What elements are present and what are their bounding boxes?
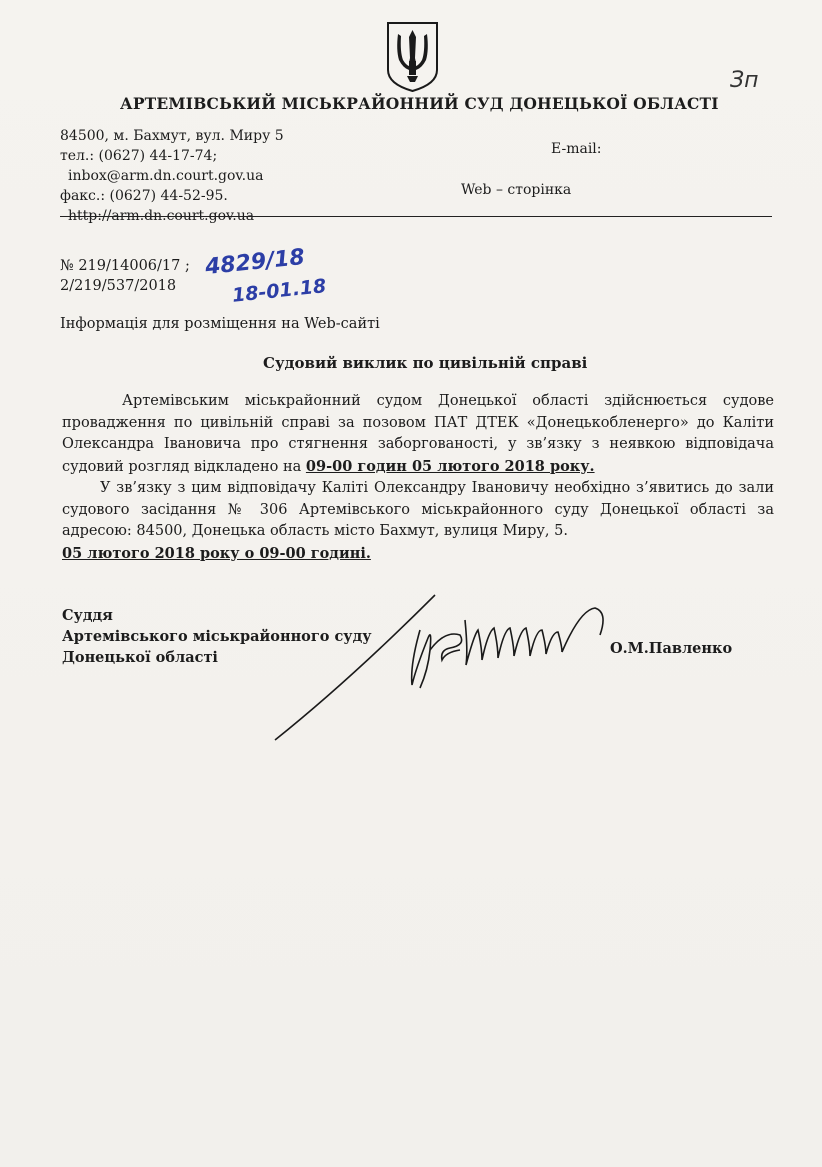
handwritten-registration-date: 18-01.18 (231, 275, 328, 307)
paragraph-1-line: провадження по цивільній справі за позовом ПАТ ДТЕК «Донецькобленерго» до Каліти (62, 414, 774, 431)
court-website-value: http://arm.dn.court.gov.ua (68, 208, 255, 224)
judge-role-line-3: Донецької області (62, 649, 218, 666)
paragraph-2-line: У зв’язку з цим відповідачу Каліті Олександру Івановичу необхідно з’явитись до зали (100, 480, 774, 496)
document-heading: Судовий виклик по цивільній справі (263, 354, 588, 372)
court-address: 84500, м. Бахмут, вул. Миру 5 (60, 128, 284, 144)
proceeding-number: 2/219/537/2018 (60, 278, 177, 294)
postponement-text: судовий розгляд відкладено на (62, 458, 306, 475)
corner-handwritten-mark: Зп (730, 68, 759, 93)
paragraph-2-line: адресою: 84500, Донецька область місто Бахмут, вулиця Миру, 5. (62, 523, 568, 539)
hearing-date-line: 05 лютого 2018 року о 09-00 годині. (62, 544, 371, 562)
judge-signature (270, 590, 610, 750)
judge-role-line-1: Суддя (62, 607, 113, 624)
judge-name: О.М.Павленко (610, 640, 733, 657)
judge-role-line-2: Артемівського міськрайонного суду (62, 628, 372, 645)
paragraph-1-line: Олександра Івановича про стягнення заборгованості, у зв’язку з неявкою відповідача (62, 436, 774, 452)
paragraph-1-last-line (62, 456, 774, 479)
court-phone: тел.: (0627) 44-17-74; (60, 148, 218, 164)
paragraph-2-line: судового засідання № 306 Артемівського міськрайонного суду Донецької області за (62, 501, 774, 518)
header-divider (60, 216, 772, 217)
handwritten-registration-number: 4829/18 (203, 244, 306, 281)
info-line: Інформація для розміщення на Web-сайті (60, 316, 380, 332)
coat-of-arms-icon (385, 20, 440, 94)
court-email-value: inbox@arm.dn.court.gov.ua (68, 168, 264, 184)
court-fax: факс.: (0627) 44-52-95. (60, 188, 228, 204)
email-label: E-mail: (551, 141, 602, 157)
website-label: Web – сторінка (461, 182, 572, 198)
paragraph-2 (62, 478, 774, 564)
hearing-datetime: 09-00 годин 05 лютого 2018 року. (305, 457, 595, 475)
paragraph-1-line: Артемівським міськрайонний судом Донецької області здійснюється судове (122, 393, 774, 409)
court-title: АРТЕМІВСЬКИЙ МІСЬКРАЙОННИЙ СУД ДОНЕЦЬКОЇ ОБЛАСТІ (120, 94, 719, 113)
case-number: № 219/14006/17 ; (60, 258, 190, 274)
paragraph-1 (62, 391, 774, 478)
